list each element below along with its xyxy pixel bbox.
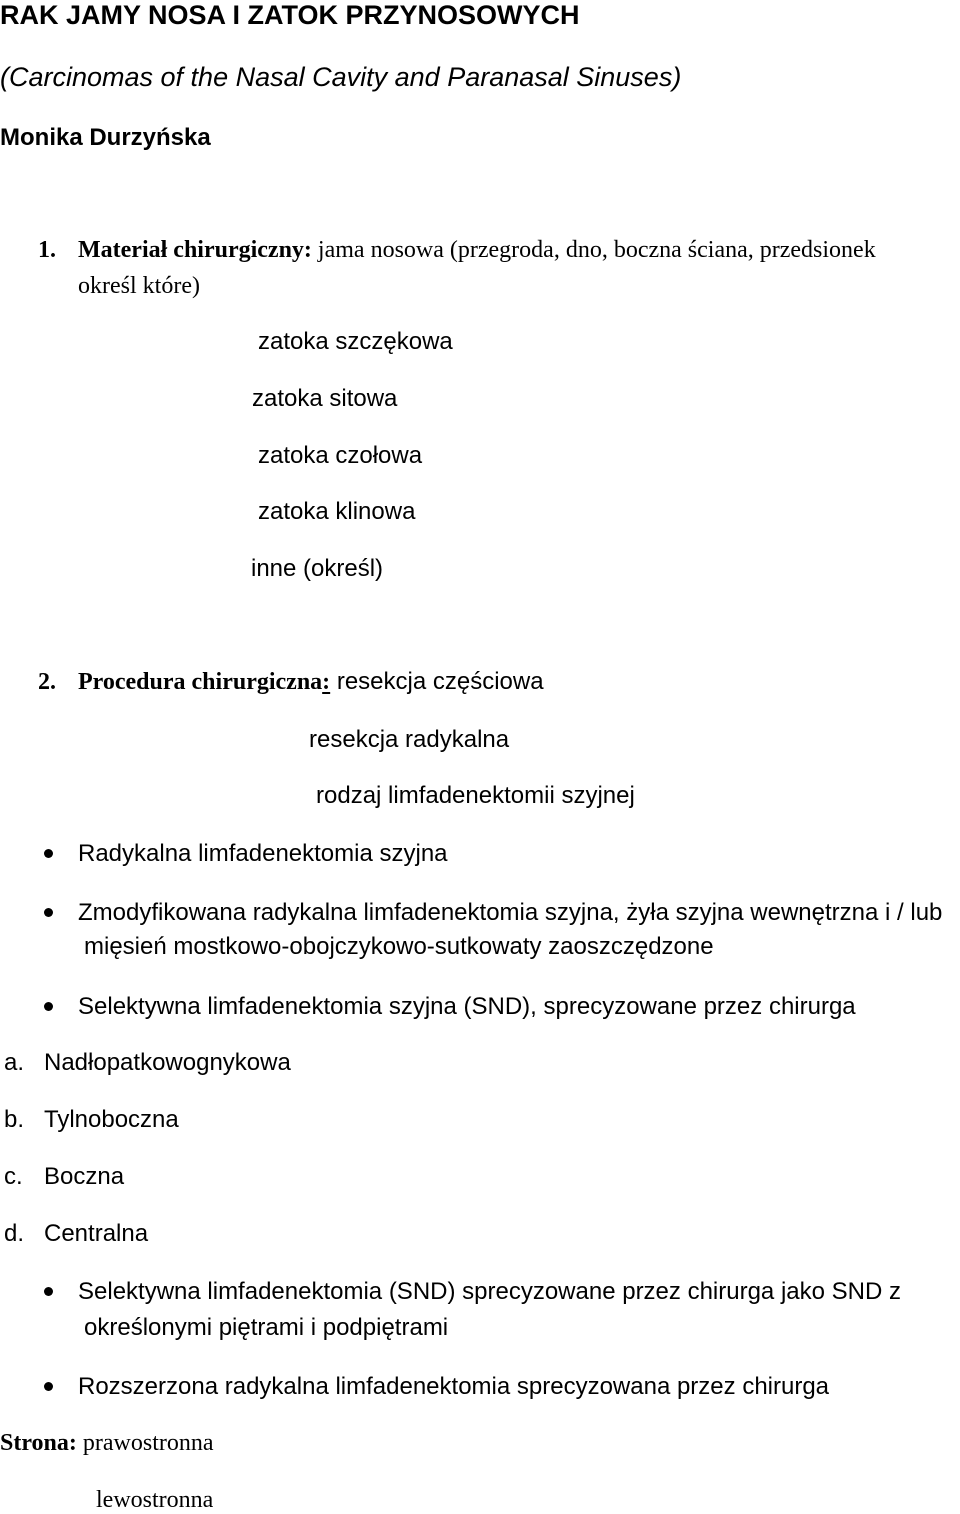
subitem-letter: b. xyxy=(4,1106,25,1133)
option-radical-resection: resekcja radykalna xyxy=(309,726,510,753)
option-frontal-sinus: zatoka czołowa xyxy=(258,442,423,469)
section-1-line xyxy=(78,236,876,264)
bullet-icon xyxy=(44,1002,53,1011)
subitem-lateral: Boczna xyxy=(44,1163,125,1190)
subitem-letter: c. xyxy=(4,1163,23,1190)
section-1-number: 1. xyxy=(38,237,56,263)
section-1-label: Materiał chirurgiczny: xyxy=(78,237,312,263)
side-right: prawostronna xyxy=(76,1430,214,1456)
subitem-supraomohyoid: Nadłopatkowognykowa xyxy=(44,1049,291,1076)
section-2-number: 2. xyxy=(38,669,56,695)
document-title: RAK JAMY NOSA I ZATOK PRZYNOSOWYCH xyxy=(0,0,580,30)
section-2-label: Procedura chirurgiczna xyxy=(78,669,323,695)
side-label: Strona: xyxy=(0,1430,77,1456)
bullet-selective-specified-line1: Selektywna limfadenektomia (SND) sprecyzowane przez chirurga jako SND z xyxy=(78,1278,901,1305)
option-neck-dissection-type: rodzaj limfadenektomii szyjnej xyxy=(316,782,635,809)
section-2-colon: : xyxy=(322,669,331,695)
subitem-letter: d. xyxy=(4,1220,25,1247)
bullet-icon xyxy=(44,849,53,858)
option-maxillary-sinus: zatoka szczękowa xyxy=(258,328,453,355)
bullet-extended-radical: Rozszerzona radykalna limfadenektomia sprecyzowana przez chirurga xyxy=(78,1373,830,1400)
side-left: lewostronna xyxy=(96,1487,214,1513)
author-name: Monika Durzyńska xyxy=(0,124,211,151)
subitem-posterolateral: Tylnoboczna xyxy=(44,1106,179,1133)
option-other: inne (określ) xyxy=(251,555,384,582)
bullet-icon xyxy=(44,908,53,917)
option-sphenoid-sinus: zatoka klinowa xyxy=(258,498,416,525)
bullet-selective-neck-dissection: Selektywna limfadenektomia szyjna (SND), sprecyzowane przez chirurga xyxy=(78,993,856,1020)
bullet-icon xyxy=(44,1287,53,1296)
section-2-first-option: resekcja częściowa xyxy=(330,668,544,695)
subitem-central: Centralna xyxy=(44,1220,149,1247)
bullet-selective-specified-line2: określonymi piętrami i podpiętrami xyxy=(84,1314,449,1341)
section-2-line xyxy=(78,668,544,696)
bullet-modified-radical-line1: Zmodyfikowana radykalna limfadenektomia szyjna, żyła szyjna wewnętrzna i / lub xyxy=(78,899,943,926)
bullet-radical-neck-dissection: Radykalna limfadenektomia szyjna xyxy=(78,840,448,867)
document-subtitle: (Carcinomas of the Nasal Cavity and Paranasal Sinuses) xyxy=(0,62,682,92)
option-ethmoid-sinus: zatoka sitowa xyxy=(252,385,398,412)
subitem-letter: a. xyxy=(4,1049,25,1076)
bullet-modified-radical-line2: mięsień mostkowo-obojczykowo-sutkowaty zaoszczędzone xyxy=(84,933,714,960)
section-1-text: jama nosowa (przegroda, dno, boczna ściana, przedsionek xyxy=(311,237,876,263)
section-1-continuation: określ które) xyxy=(78,273,200,299)
side-line xyxy=(0,1429,214,1457)
bullet-icon xyxy=(44,1382,53,1391)
